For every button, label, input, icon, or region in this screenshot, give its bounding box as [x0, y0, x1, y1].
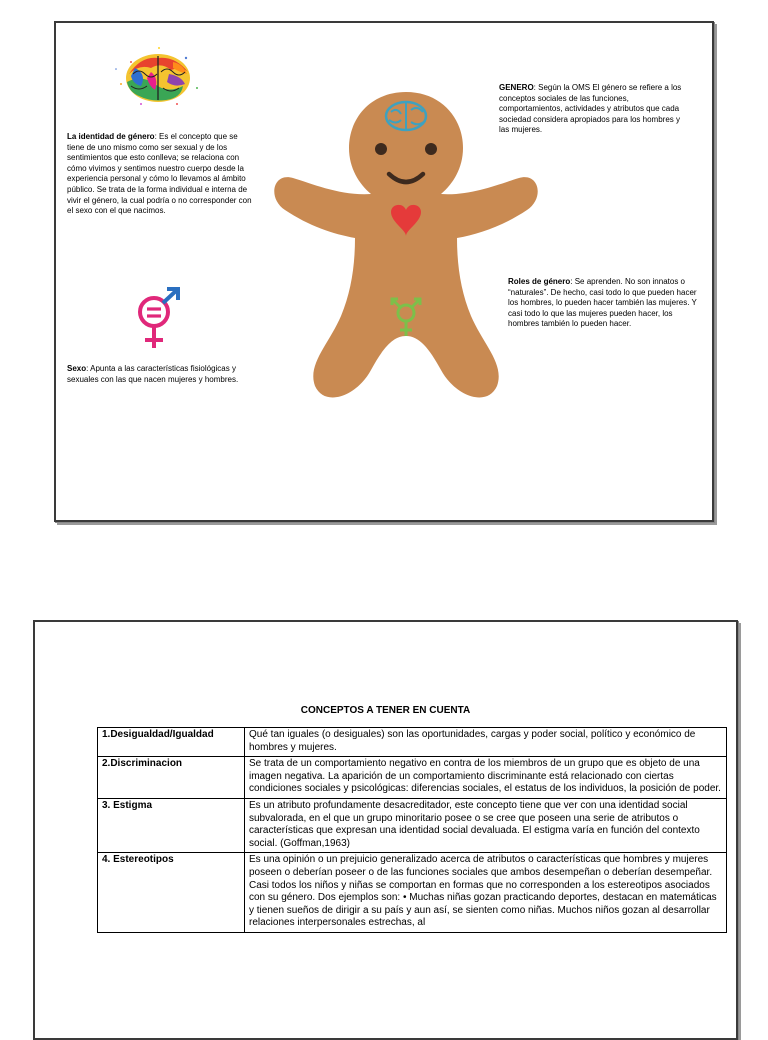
identity-note [67, 132, 255, 217]
row-term: 4. Estereotipos [98, 853, 245, 933]
gender-text: : Según la OMS El género se refiere a los conceptos sociales de las funciones, comportamientos, actividades y atributos que cada sociedad considera apropiados para los hombres y las mujeres. [499, 83, 682, 135]
identity-term: La identidad de género [67, 132, 155, 141]
colorful-brain-icon [111, 44, 206, 109]
row-term: 1.Desigualdad/Igualdad [98, 728, 245, 757]
row-term: 2.Discriminacion [98, 757, 245, 799]
roles-text: : Se aprenden. No son innatos o “naturales”. De hecho, casi todo lo que pueden hacer los hombres, lo pueden hacer también las mujeres. Y casi todo lo que las mujeres pueden hacer, los hombres también lo pueden hacer. [508, 277, 697, 329]
roles-note [508, 277, 704, 330]
table-row [98, 728, 727, 757]
row-definition: Es un atributo profundamente desacreditador, este concepto tiene que ver con una identidad social subvalorada, en el que un grupo minoritario posee o se cree que poseen una serie de atributos o características que expresan una identidad social devaluada. El estigma varía en función del contexto social. (Goffman,1963) [245, 798, 727, 852]
gender-term: GENERO [499, 83, 534, 92]
sex-term: Sexo [67, 364, 87, 373]
page-title: CONCEPTOS A TENER EN CUENTA [300, 705, 471, 716]
document-page-1 [54, 21, 714, 522]
row-definition: Se trata de un comportamiento negativo en contra de los miembros de un grupo que es objeto de una imagen negativa. La aparición de un comportamiento discriminante está relacionado con ciertas condiciones sociales y psicológicas: diferencias sociales, el estatus de los individuos, la posición de poder. [245, 757, 727, 799]
roles-term: Roles de género [508, 277, 571, 286]
row-term: 3. Estigma [98, 798, 245, 852]
row-definition: Qué tan iguales (o desiguales) son las oportunidades, cargas y poder social, político y económico de hombres y mujeres. [245, 728, 727, 757]
sex-note [67, 364, 267, 385]
table-row [98, 798, 727, 852]
document-page-2 [33, 620, 738, 1040]
identity-text: : Es el concepto que se tiene de uno mismo como ser sexual y de los sentimientos que esto conlleva; se relaciona con cómo vivimos y sentimos nuestro cuerpo desde la experiencia personal y cómo lo llevamos al ámbito público. Se trata de la forma individual e interna de vivir el género, la cual podría o no corresponder con el sexo con el que nacimos. [67, 132, 252, 216]
concepts-table [97, 727, 727, 933]
sex-text: : Apunta a las características fisiológicas y sexuales con las que nacen mujeres y hombres. [67, 364, 239, 384]
table-row [98, 757, 727, 799]
gender-equality-icon [130, 286, 186, 354]
table-row [98, 853, 727, 933]
gender-note [499, 83, 689, 136]
row-definition: Es una opinión o un prejuicio generalizado acerca de atributos o características que hombres y mujeres poseen o deberían poseer o de las funciones sociales que ambos desempeñan o deberían desempeñar. Casi todos los niños y niñas se comportan en formas que no corresponden a los estereotipos asociados con su género. Dos ejemplos son: • Muchas niñas gozan practicando deportes, destacan en matemáticas y tienen sueños de dirigir a su país y aun así, se sienten como niñas. Muchos niños gozan al desarrollar relaciones interpersonales estrechas, al [245, 853, 727, 933]
